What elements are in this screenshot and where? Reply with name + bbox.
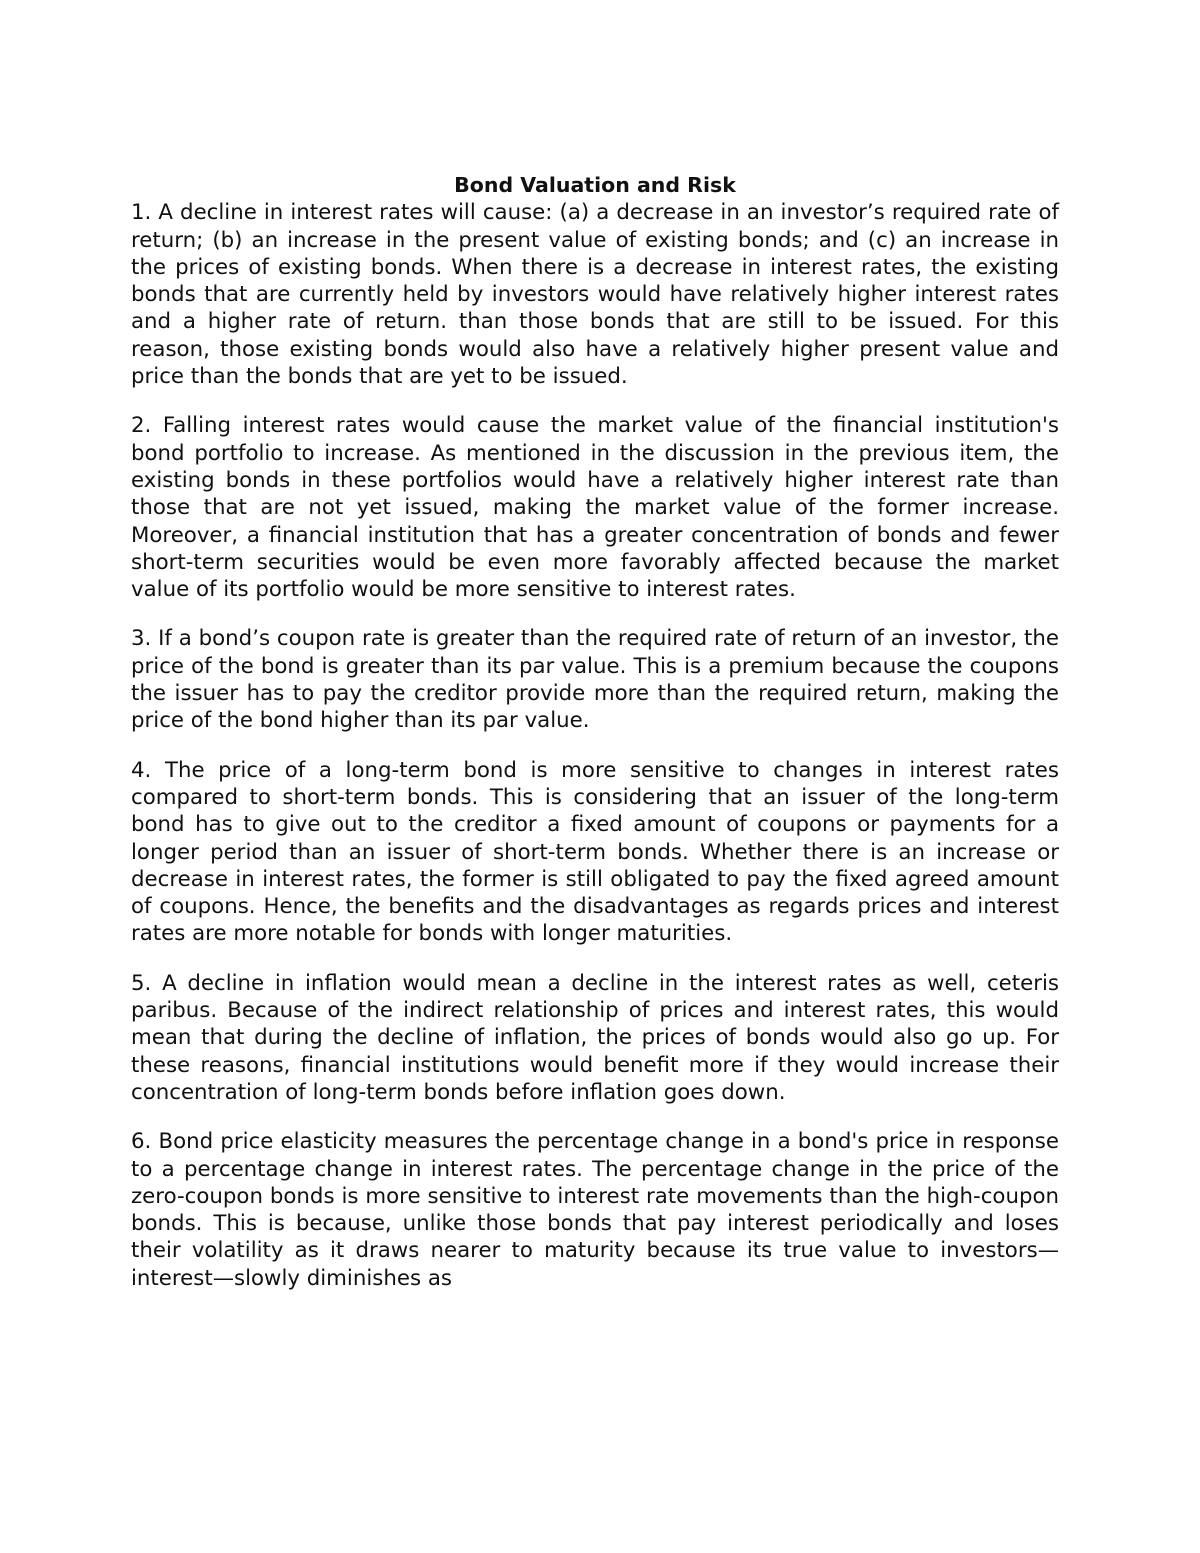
paragraph-5 [131,970,1059,1106]
paragraph-text: The price of a long-term bond is more sensitive to changes in interest rates compared to short-term bonds. This is considering that an issuer of the long-term bond has to give out to the creditor a fixed amount of coupons or payments for a longer period than an issuer of short-term bonds. Whether there is an increase or decrease in interest rates, the former is still obligated to pay the fixed agreed amount of coupons. Hence, the benefits and the disadvantages as regards prices and interest rates are more notable for bonds with longer maturities. [131,757,1059,947]
document-title: Bond Valuation and Risk [454,173,736,197]
paragraph-number: 1. [131,200,152,226]
paragraph-text: Bond price elasticity measures the percentage change in a bond's price in response to a percentage change in interest rates. The percentage change in the price of the zero-coupon bonds is more sensitive to interest rate movements than the high-coupon bonds. This is because, unlike those bonds that pay interest periodically and loses their volatility as it draws nearer to maturity because its true value to investors—interest—slowly diminishes as [131,1129,1059,1291]
paragraph-number: 3. [131,626,152,652]
document-page [131,172,1059,1292]
paragraph-number: 5. [131,970,152,996]
paragraph-text: Falling interest rates would cause the market value of the financial institution's bond portfolio to increase. As mentioned in the discussion in the previous item, the existing bonds in these portfolios would have a relatively higher interest rate than those that are not yet issued, making the market value of the former increase. Moreover, a financial institution that has a greater concentration of bonds and fewer short-term securities would be even more favorably affected because the market value of its portfolio would be more sensitive to interest rates. [131,413,1059,603]
paragraph-1 [131,199,1059,390]
paragraph-2 [131,412,1059,603]
paragraph-text: A decline in inflation would mean a decline in the interest rates as well, ceteris paribus. Because of the indirect relationship of prices and interest rates, this would mean that during the decline of inflation, the prices of bonds would also go up. For these reasons, financial institutions would benefit more if they would increase their concentration of long-term bonds before inflation goes down. [131,970,1059,1105]
paragraph-6 [131,1128,1059,1292]
paragraph-number: 4. [131,757,152,783]
paragraph-4 [131,757,1059,948]
paragraph-text: If a bond’s coupon rate is greater than the required rate of return of an investor, the price of the bond is greater than its par value. This is a premium because the coupons the issuer has to pay the creditor provide more than the required return, making the price of the bond higher than its par value. [131,626,1059,734]
paragraph-text: A decline in interest rates will cause: (a) a decrease in an investor’s required rate of return; (b) an increase in the present value of existing bonds; and (c) an increase in the prices of existing bonds. When there is a decrease in interest rates, the existing bonds that are currently held by investors would have relatively higher interest rates and a higher rate of return. than those bonds that are still to be issued. For this reason, those existing bonds would also have a relatively higher present value and price than the bonds that are yet to be issued. [131,200,1059,390]
paragraph-3 [131,625,1059,734]
paragraph-number: 2. [131,413,152,439]
paragraph-number: 6. [131,1129,152,1155]
